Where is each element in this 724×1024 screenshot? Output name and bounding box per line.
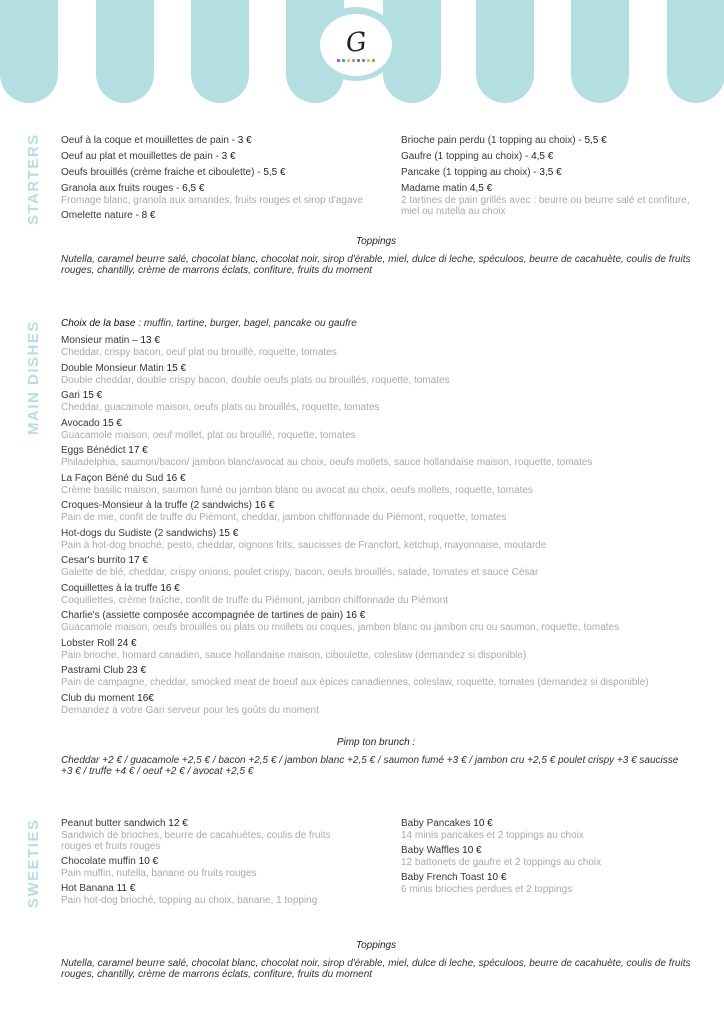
logo-dot (362, 59, 365, 62)
section-label-sweeties: SWEETIES (25, 818, 42, 908)
logo-dot (352, 59, 355, 62)
base-choice: Choix de la base : muffin, tartine, burger, bagel, pancake ou gaufre (61, 318, 357, 329)
menu-item: Avocado 15 € Guacamole maison, oeuf mollet, plat ou brouillé, roquette, tomates (61, 418, 701, 441)
menu-item: Chocolate muffin 10 € Pain muffin, nutella, banane ou fruits rouges (61, 856, 351, 879)
logo-dot (357, 59, 360, 62)
awning-stripe (96, 0, 154, 103)
item-description: Crème basilic maison, saumon fumé ou jambon blanc ou avocat au choix, oeufs mollets, roquette, tomates (61, 484, 533, 496)
menu-item: Charlie's (assiette composée accompagnée de tartines de pain) 16 € Guacamole maison, oeufs brouillés ou plats ou mollets ou coques, jambon blanc ou jambon cru ou saumon, roquette, tomates (61, 610, 701, 633)
logo-letter: G (344, 26, 368, 60)
menu-item: Peanut butter sandwich 12 € Sandwich de brioches, beurre de cacahuètes, coulis de fruits rouges et fruits rouges (61, 818, 351, 852)
item-description: Fromage blanc, granola aux amandes, fruits rouges et sirop d'agave (61, 195, 364, 206)
logo-dot (342, 59, 345, 62)
section-label-main-dishes: MAIN DISHES (25, 320, 42, 435)
item-description: Pain hot-dog brioché, topping au choix, banane, 1 topping (61, 895, 318, 906)
sweeties-right-column (401, 818, 701, 899)
item-description: Cheddar, guacamole maison, oeufs plats ou brouillés, roquette, tomates (61, 402, 380, 413)
menu-item: Baby Waffles 10 € 12 battonets de gaufre et 2 toppings au choix (401, 845, 701, 868)
menu-item: Eggs Bénédict 17 € Philadelphia, saumon/bacon/ jambon blanc/avocat au choix, oeufs mollets, sauce hollandaise maison, roquette, tomates (61, 445, 701, 468)
item-description: Philadelphia, saumon/bacon/ jambon blanc/avocat au choix, oeufs mollets, sauce hollandaise maison, roquette, tomates (61, 457, 593, 468)
menu-item: Pancake (1 topping au choix) - 3,5 € (401, 167, 562, 178)
menu-item: Gari 15 € Cheddar, guacamole maison, oeufs plats ou brouillés, roquette, tomates (61, 390, 701, 413)
logo-dot (372, 59, 375, 62)
logo-dot (367, 59, 370, 62)
item-description: Demandez à votre Gari serveur pour les goûts du moment (61, 704, 319, 716)
menu-item: Gaufre (1 topping au choix) - 4,5 € (401, 151, 554, 162)
item-description: Pain brioche, homard canadien, sauce hollandaise maison, ciboulette, coleslaw (demandez si disponible) (61, 649, 527, 661)
awning-stripe (571, 0, 629, 103)
menu-item: Cesar's burrito 17 € Galette de blé, cheddar, crispy onions, poulet crispy, bacon, oeufs brouillés, salade, tomates et sauce César (61, 555, 701, 578)
menu-item: Pastrami Club 23 € Pain de campagne, cheddar, smocked meat de boeuf aux épices canadiennes, coleslaw, roquette, tomates (demandez si disponible) (61, 665, 701, 688)
logo-dot (347, 59, 350, 62)
awning-header (0, 0, 724, 106)
item-description: Coquillettes, crème fraîche, confit de truffe du Piémont, jambon chiffonnade du Piémont (61, 594, 449, 606)
sweeties-left-column (61, 818, 351, 910)
logo-dots (337, 59, 375, 62)
menu-item: Hot Banana 11 € Pain hot-dog brioché, topping au choix, banane, 1 topping (61, 883, 351, 906)
menu-item: Coquillettes à la truffe 16 € Coquillettes, crème fraîche, confit de truffe du Piémont, jambon chiffonnade du Piémont (61, 583, 701, 606)
item-description: Pain muffin, nutella, banane ou fruits rouges (61, 868, 257, 879)
menu-item: Hot-dogs du Sudiste (2 sandwichs) 15 € Pain à hot-dog brioché, pesto, cheddar, oignons frits, saucisses de Francfort, ketchup, mayonnaise, moutarde (61, 528, 701, 551)
awning-stripe (667, 0, 724, 103)
menu-item: Omelette nature - 8 € (61, 210, 156, 221)
logo (320, 14, 392, 76)
item-description: 6 minis brioches perdues et 2 toppings (401, 884, 573, 895)
main-dishes-column (61, 318, 701, 720)
toppings-title: Toppings (355, 940, 397, 951)
main-dishes-list (61, 335, 701, 716)
pimp-title: Pimp ton brunch : (336, 737, 416, 748)
menu-item: Club du moment 16€ Demandez à votre Gari serveur pour les goûts du moment (61, 693, 701, 716)
awning-stripe (191, 0, 249, 103)
item-description: Guacamole maison, oeuf mollet, plat ou brouillé, roquette, tomates (61, 429, 356, 441)
item-description: 14 minis pancakes et 2 toppings au choix (401, 830, 584, 841)
item-description: 12 battonets de gaufre et 2 toppings au choix (401, 857, 602, 868)
menu-item: Brioche pain perdu (1 topping au choix) - 5,5 € (401, 135, 607, 146)
menu-item: La Façon Béné du Sud 16 € Crème basilic maison, saumon fumé ou jambon blanc ou avocat au choix, oeufs mollets, roquette, tomates (61, 473, 701, 496)
menu-item: Madame matin 4,5 € 2 tartines de pain grillés avec : beurre ou beurre salé et confiture, miel ou nutella au choix (401, 183, 701, 217)
menu-item: Granola aux fruits rouges - 6,5 € Fromage blanc, granola aux amandes, fruits rouges et sirop d'agave (61, 183, 381, 206)
starters-right-column (401, 135, 701, 221)
item-description: 2 tartines de pain grillés avec : beurre ou beurre salé et confiture, miel ou nutella au choix (401, 195, 690, 217)
menu-item: Lobster Roll 24 € Pain brioche, homard canadien, sauce hollandaise maison, ciboulette, coleslaw (demandez si disponible) (61, 638, 701, 661)
menu-item: Oeufs brouillés (crème fraiche et ciboulette) - 5,5 € (61, 167, 286, 178)
logo-dot (337, 59, 340, 62)
item-description: Double cheddar, double crispy bacon, double oeufs plats ou brouillés, roquette, tomates (61, 374, 450, 386)
item-description: Pain de mie, confit de truffe du Piémont, cheddar, jambon chiffonnade du Piémont, roquette, tomates (61, 512, 507, 523)
item-description: Galette de blé, cheddar, crispy onions, poulet crispy, bacon, oeufs brouillés, salade, tomates et sauce César (61, 567, 539, 578)
menu-item: Monsieur matin – 13 € Cheddar, crispy bacon, oeuf plat ou brouillé, roquette, tomates (61, 335, 701, 358)
menu-item: Baby French Toast 10 € 6 minis brioches perdues et 2 toppings (401, 872, 701, 895)
starters-left-column (61, 135, 381, 226)
toppings-list: Nutella, caramel beurre salé, chocolat blanc, chocolat noir, sirop d'érable, miel, dulce di leche, spéculoos, beurre de cacahuète, coulis de fruits rouges, chantilly, crème de marrons éclats, confiture, fruits du moment (61, 958, 691, 980)
menu-item: Croques-Monsieur à la truffe (2 sandwichs) 16 € Pain de mie, confit de truffe du Piémont, cheddar, jambon chiffonnade du Piémont, roquette, tomates (61, 500, 701, 523)
menu-item: Oeuf au plat et mouillettes de pain - 3 € (61, 151, 236, 162)
item-description: Pain de campagne, cheddar, smocked meat de boeuf aux épices canadiennes, coleslaw, roquette, tomates (demandez si disponible) (61, 677, 649, 688)
section-label-starters: STARTERS (25, 133, 42, 225)
toppings-list: Nutella, caramel beurre salé, chocolat blanc, chocolat noir, sirop d'érable, miel, dulce di leche, spéculoos, beurre de cacahuète, coulis de fruits rouges, chantilly, crème de marrons éclats, confiture, fruits du moment (61, 254, 691, 276)
menu-item: Baby Pancakes 10 € 14 minis pancakes et 2 toppings au choix (401, 818, 701, 841)
toppings-title: Toppings (355, 236, 397, 247)
pimp-list: Cheddar +2 € / guacamole +2,5 € / bacon +2,5 € / jambon blanc +2,5 € / saumon fumé +3 € / jambon cru +2,5 € poulet crispy +3 € saucisse +3 € / truffe +4 € / oeuf +2 € / avocat +2,5 € (61, 755, 679, 777)
awning-stripe (0, 0, 58, 103)
menu-item: Oeuf à la coque et mouillettes de pain - 3 € (61, 135, 252, 146)
awning-stripe (476, 0, 534, 103)
item-description: Cheddar, crispy bacon, oeuf plat ou brouillé, roquette, tomates (61, 347, 337, 358)
item-description: Guacamole maison, oeufs brouillés ou plats ou mollets ou coques, jambon blanc ou jambon cru ou saumon, roquette, tomates (61, 622, 620, 633)
item-description: Pain à hot-dog brioché, pesto, cheddar, oignons frits, saucisses de Francfort, ketchup, mayonnaise, moutarde (61, 539, 547, 551)
item-description: Sandwich de brioches, beurre de cacahuètes, coulis de fruits rouges et fruits rouges (61, 830, 331, 852)
menu-item: Double Monsieur Matin 15 € Double cheddar, double crispy bacon, double oeufs plats ou brouillés, roquette, tomates (61, 363, 701, 386)
